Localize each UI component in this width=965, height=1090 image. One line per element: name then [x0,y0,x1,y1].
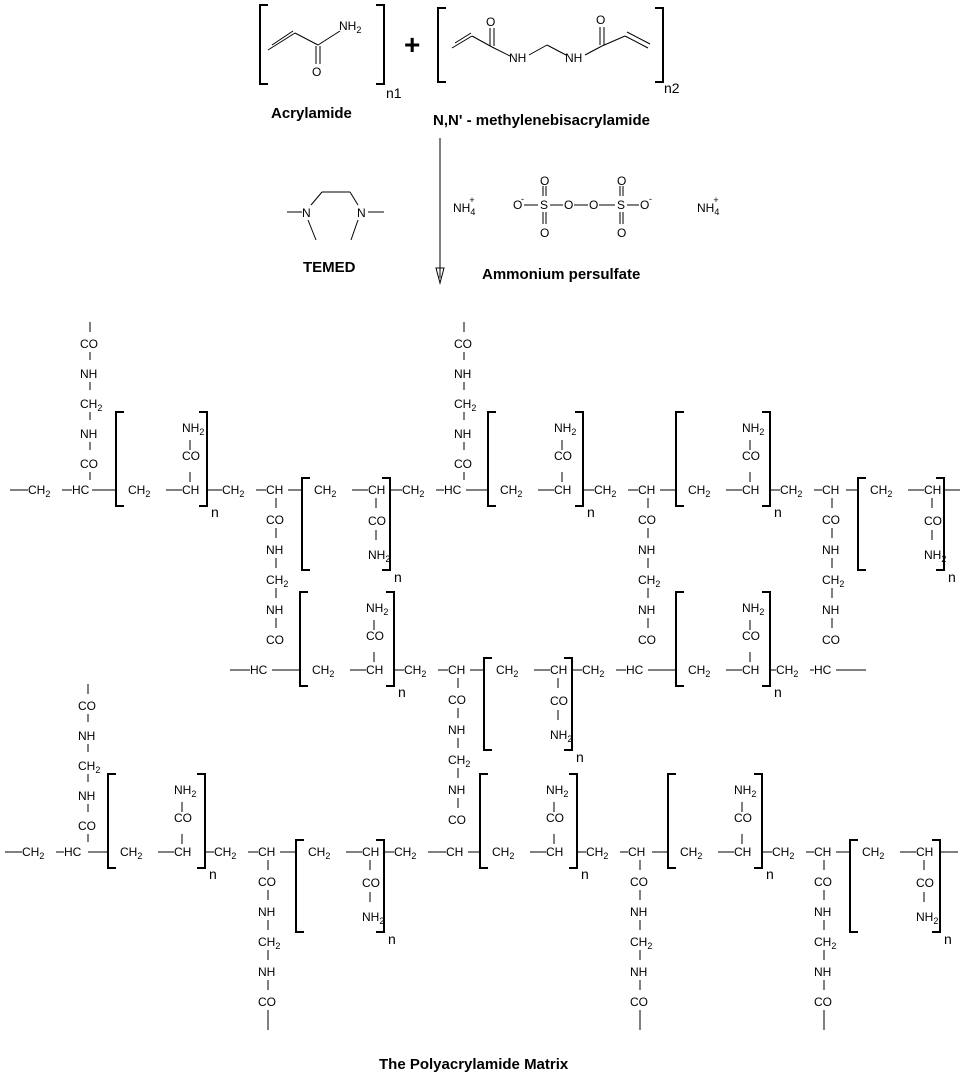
temed-n-right: N [357,206,366,220]
carbonyl-co: CO [368,514,386,528]
acrylamide-structure [260,5,384,84]
crosslink-co: CO [258,875,276,889]
repeat-index-n: n [388,931,396,947]
branch-ch: HC [444,483,462,497]
backbone-ch2: $CH_2$ [404,663,427,679]
persulfate-sulfur-2: S [617,198,626,212]
backbone-ch2: $CH_2$ [680,845,703,861]
crosslink-ch2: $CH_2$ [78,759,101,775]
repeat-index-n: n [587,504,595,520]
crosslink-ch2: $CH_2$ [80,397,103,413]
backbone-ch2: $CH_2$ [688,663,711,679]
repeat-bracket-left [484,658,492,750]
backbone-ch2: $CH_2$ [314,483,337,499]
persulfate-sulfur-1: S [540,198,549,212]
backbone-ch2: $CH_2$ [222,483,245,499]
branch-ch: HC [626,663,644,677]
backbone-ch: CH [174,845,192,859]
crosslink-ch2: $CH_2$ [266,573,289,589]
crosslink-nh: NH [630,905,648,919]
repeat-bracket-left [668,774,676,868]
amide-nh2: $NH_2$ [366,601,389,617]
amide-nh2: $NH_2$ [916,910,939,926]
crosslink-ch2: $CH_2$ [822,573,845,589]
repeat-bracket-left [676,412,684,506]
crosslink-ch2: $CH_2$ [630,935,653,951]
crosslink-co: CO [448,813,466,827]
backbone-ch2: $CH_2$ [870,483,893,499]
amide-nh2: $NH_2$ [546,783,569,799]
backbone-ch2: $CH_2$ [586,845,609,861]
matrix-label: The Polyacrylamide Matrix [379,1056,569,1073]
amide-nh2: $NH_2$ [742,601,765,617]
crosslink-co: CO [814,875,832,889]
plus-sign: + [404,29,421,60]
branch-ch: HC [814,663,832,677]
backbone-ch: CH [550,663,568,677]
carbonyl-co: CO [546,811,564,825]
crosslink-co: CO [448,693,466,707]
acrylamide-right-bracket [376,5,384,84]
carbonyl-co: CO [550,694,568,708]
crosslink-ch2: $CH_2$ [814,935,837,951]
branch-ch: CH [258,845,276,859]
temed-label: TEMED [303,259,356,276]
bis-n2-index: n2 [664,80,680,96]
persulfate-charge-2: - [649,194,652,204]
carbonyl-co: CO [742,449,760,463]
backbone-ch: CH [368,483,386,497]
persulfate-oxygen-3: O [540,226,550,240]
backbone-ch2: $CH_2$ [394,845,417,861]
repeat-bracket-left [858,478,866,570]
crosslink-nh: NH [266,603,284,617]
crosslink-ch2: $CH_2$ [258,935,281,951]
backbone-ch: CH [546,845,564,859]
backbone-ch: CH [916,845,934,859]
crosslink-nh: NH [448,723,466,737]
crosslink-nh: NH [448,783,466,797]
amide-nh2: $NH_2$ [174,783,197,799]
backbone-ch2: $CH_2$ [312,663,335,679]
branch-ch: CH [446,845,464,859]
crosslink-nh: NH [630,965,648,979]
bis-oxygen-left: O [486,15,496,29]
bis-nh-right: NH [565,51,583,65]
repeat-index-n: n [576,749,584,765]
backbone-ch2: $CH_2$ [862,845,885,861]
crosslink-co: CO [814,995,832,1009]
crosslink-co: CO [630,995,648,1009]
repeat-index-n: n [944,931,952,947]
crosslink-nh: NH [258,965,276,979]
amide-nh2: $NH_2$ [554,421,577,437]
branch-ch: CH [628,845,646,859]
crosslink-nh: NH [258,905,276,919]
backbone-ch: CH [734,845,752,859]
repeat-bracket-left [488,412,496,506]
branch-ch: HC [250,663,268,677]
repeat-index-n: n [766,866,774,882]
crosslink-nh: NH [814,965,832,979]
backbone-ch2: $CH_2$ [776,663,799,679]
repeat-bracket-left [480,774,488,868]
ammonium-persulfate-structure [453,174,719,240]
carbonyl-co: CO [554,449,572,463]
acrylamide-n1-index: n1 [386,85,402,101]
carbonyl-co: CO [362,876,380,890]
crosslink-nh: NH [80,367,98,381]
amide-nh2: $NH_2$ [368,548,391,564]
bisacrylamide-label: N,N' - methylenebisacrylamide [433,112,650,129]
backbone-ch: CH [182,483,200,497]
repeat-index-n: n [581,866,589,882]
crosslink-nh: NH [814,905,832,919]
repeat-index-n: n [774,684,782,700]
carbonyl-co: CO [734,811,752,825]
crosslink-nh: NH [822,603,840,617]
repeat-bracket-right [197,774,205,868]
backbone-ch2: $CH_2$ [402,483,425,499]
carbonyl-co: CO [916,876,934,890]
repeat-bracket-left [302,478,310,570]
crosslink-co: CO [822,513,840,527]
carbonyl-co: CO [366,629,384,643]
backbone-ch2: $CH_2$ [582,663,605,679]
polyacrylamide-matrix [5,322,960,1030]
carbonyl-co: CO [174,811,192,825]
bis-right-bracket [655,8,663,82]
amide-nh2: $NH_2$ [742,421,765,437]
carbonyl-co: CO [742,629,760,643]
repeat-index-n: n [394,569,402,585]
crosslink-nh: NH [266,543,284,557]
ammonium-ion-left: $NH_4+$ [453,195,476,217]
persulfate-oxygen-1: O [513,198,523,212]
ammonium-persulfate-label: Ammonium persulfate [482,266,641,283]
repeat-index-n: n [211,504,219,520]
persulfate-oxygen-8: O [640,198,650,212]
persulfate-oxygen-7: O [617,226,627,240]
repeat-index-n: n [774,504,782,520]
acrylamide-oxygen: O [312,65,322,79]
crosslink-nh: NH [454,367,472,381]
repeat-bracket-left [108,774,116,868]
crosslink-co: CO [638,513,656,527]
backbone-ch2: $CH_2$ [772,845,795,861]
backbone-ch2: $CH_2$ [22,845,45,861]
backbone-ch2: $CH_2$ [308,845,331,861]
backbone-ch2: $CH_2$ [120,845,143,861]
persulfate-oxygen-2: O [540,174,550,188]
repeat-bracket-left [296,840,304,932]
backbone-ch: CH [366,663,384,677]
crosslink-co: CO [454,457,472,471]
bis-oxygen-right: O [596,13,606,27]
crosslink-co: CO [258,995,276,1009]
crosslink-co: CO [266,513,284,527]
branch-ch: CH [266,483,284,497]
crosslink-nh: NH [78,789,96,803]
acrylamide-amine: $NH_2$ [339,19,362,35]
repeat-index-n: n [948,569,956,585]
backbone-ch2: $CH_2$ [492,845,515,861]
backbone-ch2: $CH_2$ [500,483,523,499]
backbone-ch2: $CH_2$ [128,483,151,499]
branch-ch: CH [822,483,840,497]
crosslink-co: CO [80,457,98,471]
crosslink-co: CO [454,337,472,351]
crosslink-co: CO [78,699,96,713]
temed-structure [287,192,384,240]
branch-ch: HC [64,845,82,859]
backbone-ch2: $CH_2$ [496,663,519,679]
crosslink-nh: NH [80,427,98,441]
branch-ch: CH [448,663,466,677]
acrylamide-label: Acrylamide [271,105,352,122]
backbone-ch2: $CH_2$ [594,483,617,499]
amide-nh2: $NH_2$ [182,421,205,437]
repeat-bracket-left [850,840,858,932]
crosslink-ch2: $CH_2$ [454,397,477,413]
backbone-ch: CH [924,483,942,497]
backbone-ch2: $CH_2$ [214,845,237,861]
amide-nh2: $NH_2$ [362,910,385,926]
crosslink-ch2: $CH_2$ [448,753,471,769]
crosslink-co: CO [630,875,648,889]
crosslink-co: CO [78,819,96,833]
crosslink-co: CO [638,633,656,647]
repeat-bracket-left [676,592,684,686]
crosslink-nh: NH [78,729,96,743]
branch-ch: HC [72,483,90,497]
crosslink-nh: NH [638,543,656,557]
crosslink-nh: NH [638,603,656,617]
repeat-index-n: n [209,866,217,882]
bis-left-bracket [438,8,446,82]
backbone-ch2: $CH_2$ [780,483,803,499]
backbone-ch: CH [742,483,760,497]
repeat-bracket-left [300,592,308,686]
backbone-ch: CH [554,483,572,497]
temed-n-left: N [302,206,311,220]
repeat-bracket-left [116,412,124,506]
carbonyl-co: CO [924,514,942,528]
backbone-ch2: $CH_2$ [688,483,711,499]
crosslink-co: CO [266,633,284,647]
persulfate-oxygen-5: O [589,198,599,212]
branch-ch: CH [814,845,832,859]
backbone-ch: CH [362,845,380,859]
ammonium-ion-right: $NH_4+$ [697,195,720,217]
bis-nh-left: NH [509,51,527,65]
crosslink-nh: NH [454,427,472,441]
amide-nh2: $NH_2$ [734,783,757,799]
repeat-index-n: n [398,684,406,700]
bisacrylamide-structure [438,8,663,82]
crosslink-co: CO [822,633,840,647]
persulfate-oxygen-6: O [617,174,627,188]
persulfate-charge-1: - [521,194,524,204]
carbonyl-co: CO [182,449,200,463]
backbone-ch: CH [742,663,760,677]
repeat-bracket-right [569,774,577,868]
crosslink-nh: NH [822,543,840,557]
crosslink-ch2: $CH_2$ [638,573,661,589]
backbone-ch2: $CH_2$ [28,483,51,499]
persulfate-oxygen-4: O [564,198,574,212]
branch-ch: CH [638,483,656,497]
crosslink-co: CO [80,337,98,351]
amide-nh2: $NH_2$ [924,548,947,564]
acrylamide-left-bracket [260,5,268,84]
amide-nh2: $NH_2$ [550,728,573,744]
